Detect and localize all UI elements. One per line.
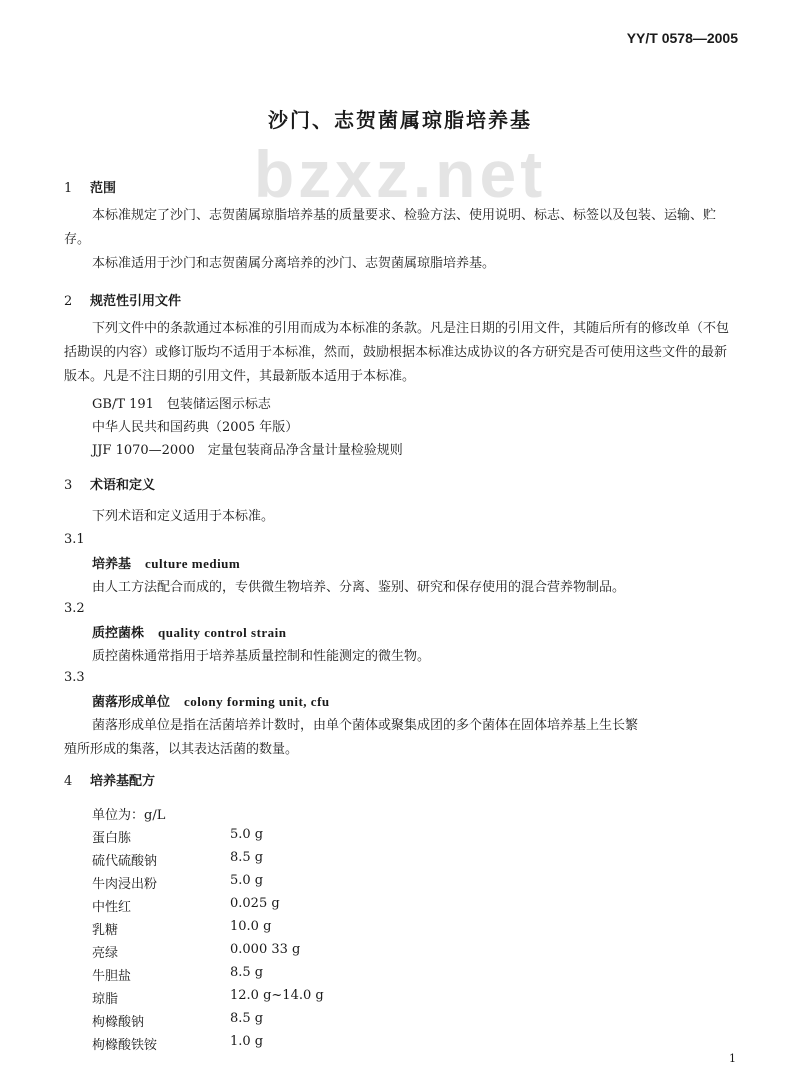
watermark: bzxz.net xyxy=(253,137,547,211)
ingredient-amount: 8.5 g xyxy=(230,850,264,865)
formula-unit: 单位为：g/L xyxy=(92,808,166,823)
section-1-heading xyxy=(64,177,116,196)
term-en: colony forming unit, cfu xyxy=(184,694,330,709)
formula-row xyxy=(92,827,263,846)
section-number: 1 xyxy=(64,181,73,196)
ingredient-amount: 0.000 33 g xyxy=(230,942,301,957)
formula-row xyxy=(92,850,263,869)
section-3-intro: 下列术语和定义适用于本标准。 xyxy=(92,509,275,524)
reference-item: JJF 1070—2000 定量包装商品净含量计量检验规则 xyxy=(92,443,403,458)
ingredient-name: 枸橼酸铁铵 xyxy=(92,1038,158,1053)
term-en: quality control strain xyxy=(158,625,287,640)
reference-item: GB/T 191 包装储运图示标志 xyxy=(92,397,271,412)
formula-row xyxy=(92,965,263,984)
formula-row xyxy=(92,988,324,1007)
ingredient-amount: 5.0 g xyxy=(230,827,264,842)
reference-item: 中华人民共和国药典（2005 年版） xyxy=(92,420,299,435)
section-1-paragraph-2: 本标准适用于沙门和志贺菌属分离培养的沙门、志贺菌属琼脂培养基。 xyxy=(92,256,496,271)
section-1-paragraph-1: 本标准规定了沙门、志贺菌属琼脂培养基的质量要求、检验方法、使用说明、标志、标签以及包装、运输、贮存。 xyxy=(64,208,717,247)
ingredient-amount: 1.0 g xyxy=(230,1034,264,1049)
ingredient-name: 中性红 xyxy=(92,900,132,915)
term-en: culture medium xyxy=(145,556,241,571)
section-2-heading xyxy=(64,290,181,309)
section-title: 范围 xyxy=(90,181,117,196)
term-zh: 菌落形成单位 xyxy=(92,695,171,710)
ingredient-name: 亮绿 xyxy=(92,946,119,961)
section-3-heading xyxy=(64,474,155,493)
section-number: 3 xyxy=(64,478,73,493)
formula-row xyxy=(92,1034,263,1053)
ingredient-name: 乳糖 xyxy=(92,923,119,938)
ingredient-amount: 8.5 g xyxy=(230,1011,264,1026)
term-definition: 由人工方法配合而成的，专供微生物培养、分离、鉴别、研究和保存使用的混合营养物制品。 xyxy=(92,580,626,595)
ingredient-name: 枸橼酸钠 xyxy=(92,1015,145,1030)
term-3-2 xyxy=(92,622,287,641)
ingredient-name: 牛胆盐 xyxy=(92,969,132,984)
term-zh: 质控菌株 xyxy=(92,626,145,641)
formula-row xyxy=(92,919,271,938)
section-title: 术语和定义 xyxy=(90,478,156,493)
ingredient-amount: 5.0 g xyxy=(230,873,264,888)
formula-row xyxy=(92,873,263,892)
term-definition: 质控菌株通常指用于培养基质量控制和性能测定的微生物。 xyxy=(92,649,431,664)
section-title: 培养基配方 xyxy=(90,774,156,789)
ingredient-amount: 0.025 g xyxy=(230,896,280,911)
document-title: 沙门、志贺菌属琼脂培养基 xyxy=(268,108,532,132)
clause-number: 3.3 xyxy=(64,670,85,685)
section-number: 4 xyxy=(64,774,73,789)
formula-row xyxy=(92,896,280,915)
clause-number: 3.1 xyxy=(64,532,85,547)
ingredient-amount: 8.5 g xyxy=(230,965,264,980)
term-3-1 xyxy=(92,553,240,572)
section-number: 2 xyxy=(64,294,73,309)
formula-row xyxy=(92,1011,263,1030)
section-title: 规范性引用文件 xyxy=(90,294,182,309)
term-definition-line-1: 菌落形成单位是指在活菌培养计数时，由单个菌体或聚集成团的多个菌体在固体培养基上生长繁 xyxy=(92,718,639,733)
clause-number: 3.2 xyxy=(64,601,85,616)
ingredient-name: 牛肉浸出粉 xyxy=(92,877,158,892)
page-number: 1 xyxy=(729,1052,736,1065)
term-3-3 xyxy=(92,691,330,710)
ingredient-amount: 10.0 g xyxy=(230,919,272,934)
section-2-paragraph: 下列文件中的条款通过本标准的引用而成为本标准的条款。凡是注日期的引用文件，其随后所有的修改单（不包括勘误的内容）或修订版均不适用于本标准，然而，鼓励根据本标准达成协议的各方研究是否可使用这些文件的最新版本。凡是不注日期的引用文件，其最新版本适用于本标准。 xyxy=(64,321,730,384)
term-definition-line-2: 殖所形成的集落，以其表达活菌的数量。 xyxy=(64,742,299,757)
formula-row xyxy=(92,942,300,961)
standard-number: YY/T 0578—2005 xyxy=(626,30,738,46)
section-4-heading xyxy=(64,770,155,789)
ingredient-name: 琼脂 xyxy=(92,992,119,1007)
ingredient-name: 蛋白胨 xyxy=(92,831,132,846)
ingredient-name: 硫代硫酸钠 xyxy=(92,854,158,869)
term-zh: 培养基 xyxy=(92,557,132,572)
ingredient-amount: 12.0 g~14.0 g xyxy=(230,988,324,1003)
